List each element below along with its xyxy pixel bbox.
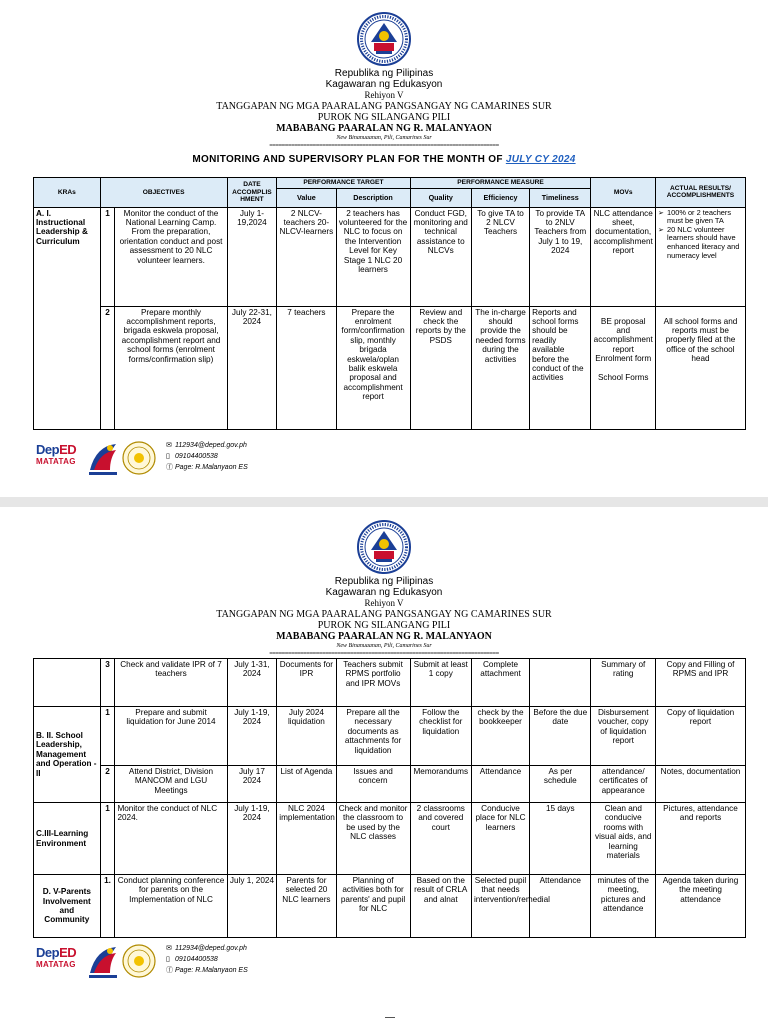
phone-icon: ▯ xyxy=(166,955,170,963)
contact-page-text: Page: R.Malanyaon ES xyxy=(175,967,248,974)
contact-info xyxy=(166,943,248,976)
row-number: 2 xyxy=(100,306,115,429)
row-number: 1 xyxy=(100,707,115,766)
row-number: 1 xyxy=(100,207,115,306)
letterhead xyxy=(0,520,768,657)
header-rule: ========================================================================== xyxy=(269,142,499,149)
quality-cell: Conduct FGD, monitoring and technical assistance to NLCVs xyxy=(410,207,471,306)
timeliness-cell: Before the due date xyxy=(530,707,591,766)
header-school-name: MABABANG PAARALAN NG R. MALANYAON xyxy=(276,631,492,642)
row-number: 1. xyxy=(100,875,115,938)
plan-title-month: JULY CY 2024 xyxy=(505,154,576,165)
timeliness-cell xyxy=(530,659,591,707)
movs-cell: attendance/ certificates of appearance xyxy=(591,766,656,803)
objective-cell: Attend District, Division MANCOM and LGU Meetings xyxy=(115,766,227,803)
value-cell: NLC 2024 implementation xyxy=(277,803,336,875)
kra-cell: A. I. Instructional Leadership & Curriculum xyxy=(34,207,101,429)
table-row xyxy=(34,207,746,306)
efficiency-cell: Conducive place for NLC learners xyxy=(471,803,529,875)
value-cell: List of Agenda xyxy=(277,766,336,803)
movs-cell: Summary of rating xyxy=(591,659,656,707)
header-address: New Binanuaanan, Pili, Camarines Sur xyxy=(336,135,432,141)
quality-cell: Submit at least 1 copy xyxy=(410,659,471,707)
footer xyxy=(36,440,436,480)
header-movs: MOVs xyxy=(591,178,656,208)
objective-cell: Monitor the conduct of NLC 2024. xyxy=(115,803,227,875)
contact-phone-text: 09104400538 xyxy=(175,453,218,460)
efficiency-cell: Attendance xyxy=(471,766,529,803)
bagong-pilipinas-logo-icon xyxy=(86,440,120,478)
efficiency-cell: check by the bookkeeper xyxy=(471,707,529,766)
actual-results-cell: Copy of liquidation report xyxy=(656,707,746,766)
header-republika: Republika ng Pilipinas xyxy=(334,68,434,79)
plan-title-prefix: MONITORING AND SUPERVISORY PLAN FOR THE MONTH OF xyxy=(192,154,506,165)
matatag-wordmark: MATATAG xyxy=(36,960,76,969)
header-kagawaran: Kagawaran ng Edukasyon xyxy=(325,587,443,598)
bagong-pilipinas-logo-icon xyxy=(86,943,120,981)
efficiency-cell: Selected pupil that needs intervention/remedial xyxy=(471,875,529,938)
contact-info xyxy=(166,440,248,473)
table-row xyxy=(34,659,746,707)
header-timeliness: Timeliness xyxy=(530,188,591,207)
deped-seal-icon xyxy=(357,520,411,574)
date-cell: July 1-19, 2024 xyxy=(227,707,277,766)
mail-icon: ✉ xyxy=(166,944,172,952)
contact-page xyxy=(166,462,248,473)
timeliness-cell: 15 days xyxy=(530,803,591,875)
actual-text: All school forms and reports must be properly filed at the office of the school head xyxy=(663,316,738,364)
value-cell: Documents for IPR xyxy=(277,659,336,707)
letterhead xyxy=(0,12,768,149)
date-cell: July 1-19, 2024 xyxy=(227,803,277,875)
header-objectives: OBJECTIVES xyxy=(100,178,227,208)
table-row xyxy=(34,875,746,938)
quality-cell: Memorandums xyxy=(410,766,471,803)
timeliness-cell: To provide TA to 2NLV Teachers from July 1 to 19, 2024 xyxy=(530,207,591,306)
movs-line: BE proposal and accomplishment report Enrolment form xyxy=(593,316,653,364)
date-cell: July 1-19,2024 xyxy=(227,207,277,306)
timeliness-cell: Attendance xyxy=(530,875,591,938)
school-seal-icon xyxy=(122,944,156,978)
school-seal-icon xyxy=(122,441,156,475)
table-row xyxy=(34,766,746,803)
contact-email xyxy=(166,440,248,451)
quality-cell: 2 classrooms and covered court xyxy=(410,803,471,875)
header-school-name: MABABANG PAARALAN NG R. MALANYAON xyxy=(276,123,492,134)
efficiency-cell: The in-charge should provide the needed forms during the activities xyxy=(471,306,529,429)
header-rehiyon: Rehiyon V xyxy=(364,598,404,608)
description-cell: Check and monitor the classroom to be used by the NLC classes xyxy=(336,803,410,875)
objective-cell: Prepare monthly accomplishment reports, brigada eskwela proposal, accomplishment report and school forms (enrolment forms/confirmation slip) xyxy=(115,306,227,429)
objective-cell: Check and validate IPR of 7 teachers xyxy=(115,659,227,707)
value-cell: Parents for selected 20 NLC learners xyxy=(277,875,336,938)
actual-bullet: ➢ 20 NLC volunteer learners should have enhanced literacy and numeracy level xyxy=(658,226,743,260)
kra-cell: B. II. School Leadership, Management and Operation -II xyxy=(34,707,101,803)
actual-results-cell xyxy=(655,306,745,429)
table-row xyxy=(34,803,746,875)
facebook-icon: ⓕ xyxy=(166,966,173,974)
phone-icon: ▯ xyxy=(166,452,170,460)
row-number: 2 xyxy=(100,766,115,803)
kra-cell: D. V-Parents Involvement and Community xyxy=(34,875,101,938)
deped-wordmark-ed: ED xyxy=(59,945,77,960)
header-quality: Quality xyxy=(410,188,471,207)
deped-matatag-logo xyxy=(36,945,82,979)
kra-cell: C.III-Learning Environment xyxy=(34,803,101,875)
value-cell: July 2024 liquidation xyxy=(277,707,336,766)
header-actual: ACTUAL RESULTS/ ACCOMPLISHMENTS xyxy=(655,178,745,208)
actual-bullet: ➢ 100% or 2 teachers must be given TA xyxy=(658,209,743,226)
efficiency-cell: Complete attachment xyxy=(471,659,529,707)
kra-cell xyxy=(34,659,101,707)
description-cell: Prepare the enrolment form/confirmation slip, monthly brigada eskwela/oplan balik eskwela proposal and accomplishment report xyxy=(336,306,410,429)
efficiency-cell: To give TA to 2 NLCV Teachers xyxy=(471,207,529,306)
footer xyxy=(36,943,436,983)
header-rule: ========================================================================== xyxy=(269,650,499,657)
deped-seal-icon xyxy=(357,12,411,66)
contact-phone xyxy=(166,954,248,965)
description-cell: 2 teachers has volunteered for the NLC to focus on the Intervention Level for Key Stage 1 NLC 20 learners xyxy=(336,207,410,306)
header-republika: Republika ng Pilipinas xyxy=(334,576,434,587)
actual-results-cell xyxy=(655,207,745,306)
value-cell: 7 teachers xyxy=(277,306,336,429)
movs-cell: Clean and conducive rooms with visual aids, and learning materials xyxy=(591,803,656,875)
page-separator xyxy=(0,497,768,507)
header-performance-measure: PERFORMANCE MEASURE xyxy=(410,178,591,189)
header-date: DATE ACCOMPLIS HMENT xyxy=(227,178,277,208)
deped-matatag-logo xyxy=(36,442,82,476)
header-purok: PUROK NG SILANGANG PILI xyxy=(317,620,451,631)
header-kagawaran: Kagawaran ng Edukasyon xyxy=(325,79,443,90)
description-cell: Teachers submit RPMS portfolio and IPR MOVs xyxy=(336,659,410,707)
deped-wordmark-dep: Dep xyxy=(36,945,60,960)
plan-table-page-2 xyxy=(33,658,746,938)
header-address: New Binanuaanan, Pili, Camarines Sur xyxy=(336,643,432,649)
timeliness-cell: As per schedule xyxy=(530,766,591,803)
header-rehiyon: Rehiyon V xyxy=(364,90,404,100)
date-cell: July 17 2024 xyxy=(227,766,277,803)
contact-page-text: Page: R.Malanyaon ES xyxy=(175,464,248,471)
facebook-icon: ⓕ xyxy=(166,463,173,471)
deped-wordmark-dep: Dep xyxy=(36,442,60,457)
objective-cell: Prepare and submit liquidation for June 2014 xyxy=(115,707,227,766)
objective-cell: Monitor the conduct of the National Learning Camp. From the preparation, orientation conduct and post assessment to 20 NLC volunteer learners. xyxy=(115,207,227,306)
actual-results-cell: Agenda taken during the meeting attendance xyxy=(656,875,746,938)
contact-email xyxy=(166,943,248,954)
actual-results-cell: Pictures, attendance and reports xyxy=(656,803,746,875)
header-tanggapan: TANGGAPAN NG MGA PAARALANG PANGSANGAY NG CAMARINES SUR xyxy=(216,101,552,112)
row-number: 1 xyxy=(100,803,115,875)
movs-cell: NLC attendance sheet, documentation, accomplishment report xyxy=(591,207,656,306)
movs-line: School Forms xyxy=(597,372,649,382)
actual-results-cell: Notes, documentation xyxy=(656,766,746,803)
header-kras: KRAs xyxy=(34,178,101,208)
table-row xyxy=(34,707,746,766)
date-cell: July 1, 2024 xyxy=(227,875,277,938)
movs-cell xyxy=(591,306,656,429)
table-row xyxy=(34,306,746,429)
description-cell: Planning of activities both for parents' and pupil for NLC xyxy=(336,875,410,938)
header-performance-target: PERFORMANCE TARGET xyxy=(277,178,410,189)
timeliness-cell: Reports and school forms should be readily available before the conduct of the activities xyxy=(530,306,591,429)
deped-wordmark-ed: ED xyxy=(59,442,77,457)
quality-cell: Review and check the reports by the PSDS xyxy=(410,306,471,429)
value-cell: 2 NLCV-teachers 20-NLCV-learners xyxy=(277,207,336,306)
header-value: Value xyxy=(277,188,336,207)
quality-cell: Based on the result of CRLA and alnat xyxy=(410,875,471,938)
header-tanggapan: TANGGAPAN NG MGA PAARALANG PANGSANGAY NG CAMARINES SUR xyxy=(216,609,552,620)
plan-table-page-1 xyxy=(33,177,746,430)
next-page-mark xyxy=(385,1017,395,1018)
deped-wordmark xyxy=(36,442,76,457)
contact-page xyxy=(166,965,248,976)
contact-phone xyxy=(166,451,248,462)
movs-cell: minutes of the meeting, pictures and attendance xyxy=(591,875,656,938)
date-cell: July 22-31, 2024 xyxy=(227,306,277,429)
header-purok: PUROK NG SILANGANG PILI xyxy=(317,112,451,123)
date-cell: July 1-31, 2024 xyxy=(227,659,277,707)
header-description: Description xyxy=(336,188,410,207)
contact-phone-text: 09104400538 xyxy=(175,956,218,963)
row-number: 3 xyxy=(100,659,115,707)
objective-cell: Conduct planning conference for parents on the Implementation of NLC xyxy=(115,875,227,938)
movs-cell: Disbursement voucher, copy of liquidation report xyxy=(591,707,656,766)
plan-title xyxy=(0,154,768,165)
contact-email-text: 112934@deped.gov.ph xyxy=(175,945,247,952)
description-cell: Prepare all the necessary documents as attachments for liquidation xyxy=(336,707,410,766)
quality-cell: Follow the checklist for liquidation xyxy=(410,707,471,766)
actual-results-cell: Copy and Filling of RPMS and IPR xyxy=(656,659,746,707)
description-cell: Issues and concern xyxy=(336,766,410,803)
mail-icon: ✉ xyxy=(166,441,172,449)
deped-wordmark xyxy=(36,945,76,960)
contact-email-text: 112934@deped.gov.ph xyxy=(175,442,247,449)
header-efficiency: Efficiency xyxy=(471,188,529,207)
matatag-wordmark: MATATAG xyxy=(36,457,76,466)
